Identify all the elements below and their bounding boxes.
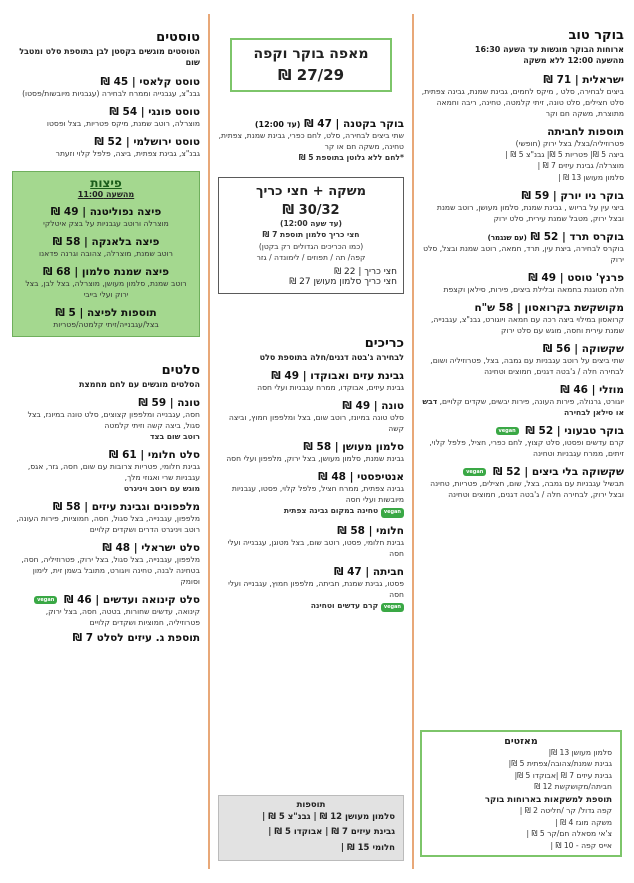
- column-divider-right: [412, 14, 414, 869]
- menu-item-pizza-salmon: [19, 266, 193, 300]
- item-desc: שתי ביצים על רוטב עגבניות עם גמבה, בצל, פטרוזיליה ושום, לבחירה חלה / ג'בטה דגנים, חמוצים וטחינה: [430, 356, 624, 377]
- extras-box: [420, 730, 622, 857]
- menu-item-muesli: [420, 384, 624, 418]
- menu-item-toast-fungi: [12, 106, 200, 129]
- half-sandwich-price: חצי כריך | 22 ₪: [334, 266, 397, 277]
- item-name-text: בוקר בקטנה | 47 ₪: [304, 118, 404, 130]
- item-desc: גבינה צפתית, ממרח חציל, פלפל קלוי, פסטו, עגבניות מיובשות ועלי חסה: [231, 484, 404, 505]
- menu-item-halloumi-salad: [12, 449, 200, 494]
- sandwiches-sub: לבחירה ג'בטה דגנים/חלה בתוספת סלט: [259, 352, 404, 362]
- vegan-tag-icon: vegan: [381, 508, 404, 517]
- menu-item-croissant: [420, 302, 624, 336]
- addition-line: סלמון מעושן 13 ₪ |: [558, 172, 624, 182]
- menu-item-tered: [420, 231, 624, 265]
- item-desc: גבנ"צ, גבינת צפתית, ביצה, פלפל קלוי וזעתר: [55, 148, 200, 158]
- item-name: סלט ישראלי | 48 ₪: [102, 542, 200, 555]
- item-name: פיצה שמנת סלמון | 68 ₪: [42, 265, 170, 278]
- toppings-line: חלומי 15 ₪ |: [340, 842, 395, 853]
- item-name: מוזלי | 46 ₪: [560, 384, 624, 397]
- item-name: [420, 466, 624, 478]
- toppings-line: גבינת עיזים 7 ₪ | אבוקדו 5 ₪ |: [268, 827, 395, 838]
- menu-item-cucumber-goat: [12, 501, 200, 535]
- item-desc: קרואסון במילוי ביצה רכה עם חמאה ויוגורט, גבנ"צ, עגבנייה, שמנת עירית וחסה, מוגש עם סלט ירוק: [430, 315, 624, 336]
- item-name: [420, 425, 624, 437]
- item-desc: גבינת חלומי, פטריות צרובות עם שום, חסה, גזר, אגס, עגבניות שרי ואגוזי מלך,: [27, 462, 200, 483]
- item-desc: תבשיל עגבניות עם גמבה, בצל, שום, חצילים, פטריות, טחינה ובצל ירוק, לבחירה חלה / ג'בטה דגנים, חמוצים וטחינה: [430, 479, 624, 500]
- drinks-line: משקה מוגז 4 ₪ |: [555, 817, 612, 827]
- item-name: בוקר ניו יורק | 59 ₪: [521, 190, 624, 203]
- vegan-tag-icon: vegan: [381, 603, 404, 612]
- breakfast-sub2: מהשעה 12:00 ללא משקה: [523, 55, 624, 65]
- item-name: פיצה בלאנקה | 58 ₪: [52, 235, 160, 248]
- menu-item-tuna-salad: [12, 397, 200, 442]
- drinks-line: צ'אי מסאלה חם/קר 5 ₪ |: [526, 829, 612, 839]
- deal-box: [230, 38, 392, 92]
- menu-item-newyork: [420, 190, 624, 224]
- vegan-badge: vegan: [34, 596, 57, 604]
- addition-line: ביצה 5 ₪| פטריות 5 ₪| גבנ"צ 5 ₪ |: [505, 149, 624, 159]
- breakfast-column: [416, 14, 628, 869]
- item-name: תוספות לפיצה | 5 ₪: [55, 306, 157, 319]
- item-name: ישראלית | 71 ₪: [543, 73, 624, 86]
- breakfast-title: בוקר טוב: [568, 28, 624, 43]
- middle-column: [212, 14, 410, 869]
- half-salmon-price: חצי כריך סלמון מעושן 27 ₪: [289, 276, 397, 287]
- item-desc: ביצי עין על בריוש , גבינת שמנת, סלמון מעושן, רוטב שמנת ובצל ירוק, מטבל שמנת עירית, סלט ירוק: [436, 203, 624, 224]
- item-desc: גבינת עיזים, אבוקדו, ממרח עגבניות ועלי חסה: [257, 383, 404, 393]
- salads-title: סלטים: [161, 362, 200, 378]
- menu-item-halloumi-sandwich: [218, 525, 404, 559]
- item-note: מוגש עם רוטב ויניגרט: [123, 484, 200, 494]
- item-name: טוסט פונגי | 54 ₪: [109, 105, 200, 118]
- pizzas-title: פיצות: [90, 175, 122, 190]
- item-name: חלומי | 58 ₪: [337, 524, 404, 537]
- item-time: (עד 12:00): [254, 120, 301, 129]
- item-name: תוספות לחביתה: [547, 125, 624, 138]
- pizza-toppings: [19, 307, 193, 330]
- toasts-title: טוסטים: [156, 30, 200, 45]
- item-note: *לחם ללא גלוטן בתוספת 5 ₪: [298, 153, 404, 162]
- half-sandwich-box: [218, 177, 404, 294]
- drinks-line: אייס קפה - 10 ₪ |: [550, 840, 612, 850]
- menu-item-israeli-salad: [12, 542, 200, 587]
- left-column: [6, 14, 206, 869]
- item-name-text: שקשוקה בלי ביצים | 52 ₪: [492, 466, 624, 479]
- menu-item-omelette-sandwich: [218, 566, 404, 612]
- item-name: טוסט ירושלמי | 52 ₪: [94, 135, 200, 148]
- vegan-option: [218, 600, 404, 612]
- half-line: קפה/ תה / תפוזים / לימונדה / גזר: [256, 253, 366, 263]
- item-desc: מוצרלה, רוטב שמנת, מיקס פטריות, בצל ופסטו: [46, 118, 200, 128]
- item-name: [420, 231, 624, 243]
- item-desc: מוצרלה ורוטב עגבניות על בצק איטלקי: [43, 218, 169, 228]
- vegan-badge: vegan: [496, 427, 519, 435]
- item-name: חביתה | 47 ₪: [333, 565, 404, 578]
- menu-item-salmon-sandwich: [218, 441, 404, 464]
- item-name: אנטיפסטי | 48 ₪: [318, 471, 404, 484]
- item-desc: בצל/עגבנייה/זיתי קלמטה/פטריות: [53, 319, 159, 329]
- item-desc: רוטב שמנת, סלמון מעושן, מוצרלה, בצל לבן, בצל ירוק ועלי בייבי: [25, 278, 187, 299]
- desc-bold: דבש או סילאן לבחירה: [422, 397, 624, 418]
- salads-section: [6, 363, 206, 645]
- item-note: (עם שנגמר): [487, 234, 527, 243]
- menu-item-shakshuka-noeggs: [420, 466, 624, 500]
- drinks-title: תוספת למשקאות בארוחות בוקר: [484, 795, 612, 806]
- item-name-text: בוקר טבעוני | 52 ₪: [525, 425, 624, 438]
- vegan-badge: vegan: [463, 468, 486, 476]
- salads-sub: הסלטים מוגשים עם לחם מחמצת: [79, 379, 200, 389]
- salad-addon: תוספת ג. עיזים לסלט 7 ₪: [72, 632, 200, 645]
- vegan-option-text: טחינה במקום גבינה צפתית: [283, 506, 379, 516]
- item-name: סלמון מעושן | 58 ₪: [303, 441, 404, 454]
- addition-line: מוצרלה/ גבינת עיזים 7 ₪ |: [537, 161, 624, 171]
- addition-line: פטרוזיליה/בצל/ בצל ירוק (חופשי): [515, 138, 624, 148]
- menu-item-antipasti: [218, 471, 404, 517]
- extras-line: גבינת עיזים 7 ₪ |אבוקדו 5 ₪|: [514, 770, 612, 780]
- item-name: פרנץ' טוסט | 49 ₪: [528, 272, 624, 285]
- item-desc: מלפפון, עגבנייה, בצל סגול, בצל ירוק, פטרוזיליה, חסה, בטחינה לבנה, טחינה ויוגורט, מתובל בשמן זית, לימון וסומק: [21, 555, 200, 587]
- item-name: מלפפונים וגבינת עיזים | 58 ₪: [52, 501, 200, 514]
- half-price: 30/32 ₪: [282, 203, 340, 218]
- menu-item-pizza-napoletana: [19, 206, 193, 229]
- drinks-line: קפה גדול/ קר /חליטה 2 ₪ |: [519, 806, 612, 816]
- menu-item-vegan: [420, 425, 624, 459]
- item-desc: רוטב שמנת, מוצרלה, צהובה וגרנה פדאנו: [39, 248, 173, 258]
- menu-item-french-toast: [420, 272, 624, 295]
- item-name-text: בוקרס תרד | 52 ₪: [530, 231, 624, 244]
- item-name: סלט חלומי | 61 ₪: [108, 449, 200, 462]
- item-desc: קרם עדשים ופסטו, סלט קצוץ, לחם כפרי, חציל, פלפל קלוי, זיתים, ממרח עגבניות וטחינה: [429, 438, 624, 459]
- item-desc: ביצים לבחירה, סלט , מיקס לחמים, גבינת שמנת, גבינה צפתית, סלט חצילים, סלט טונה, זיתי קלמטה, טחינה, ריבה וחמאה מתוצרת, משקה חם וקר: [421, 86, 624, 118]
- item-desc: בוקרס לבחירה, ביצת עין, תרד, חמאה, רוטב שמנת ובצל, סלט ירוק: [423, 244, 624, 265]
- sandwiches-section: [212, 336, 410, 612]
- menu-item-shakshuka: [420, 343, 624, 377]
- pizzas-time: מהשעה 11:00: [77, 189, 135, 199]
- half-line: חצי כריך סלמון תוספת 7 ₪: [262, 230, 360, 240]
- menu-item-toast-classic: [12, 76, 200, 99]
- menu-item-pizza-bianca: [19, 236, 193, 259]
- item-desc: גבנ"צ, עגבנייה וממרח לבחירה (עגבניות מיובשות/פסטו): [22, 88, 200, 98]
- item-name: פיצה נפוליטנה | 49 ₪: [50, 205, 162, 218]
- half-time: (עד שעה 12:00): [280, 219, 342, 228]
- menu-item-israeli: [420, 74, 624, 119]
- pizza-box: [12, 171, 200, 337]
- item-name: [218, 118, 404, 130]
- item-name: טוסט קלאסי | 45 ₪: [100, 75, 200, 88]
- extras-line: סלמון מעושן 13 ₪|: [548, 747, 612, 757]
- menu-item-goat-avocado: [218, 370, 404, 393]
- extras-line: חביתה/מקושקשת 12 ₪: [534, 782, 612, 792]
- item-desc: חסה, עגבנייה ומלפפון קצוצים, סלט טונה במיונז, בצל סגול, ביצה קשה וזיתי קלמטה: [27, 410, 200, 431]
- item-desc: גבינת חלומי, פסטו, רוטב שום, בצל מטוגן, עגבנייה ועלי חסה: [227, 537, 404, 558]
- vegan-option-text: קרם עדשים וטחינה: [310, 600, 379, 610]
- column-divider-left: [208, 14, 210, 869]
- menu-item-small-breakfast: [212, 118, 410, 163]
- vegan-option: [218, 505, 404, 517]
- breakfast-sub1: ארוחות הבוקר מוגשות עד השעה 16:30: [474, 45, 624, 54]
- item-desc: פסטו, גבינת שמנת, חביתה, מלפפון חמוץ, עגבנייה ועלי חסה: [228, 578, 404, 599]
- menu-item-tuna-sandwich: [218, 400, 404, 434]
- item-name: שקשוקה | 56 ₪: [542, 343, 624, 356]
- item-note: רוטב שום בצד: [150, 432, 200, 442]
- item-desc: סלט טונה במיונז, רוטב שום, בצל ומלפפון חמוץ, וביצה קשה: [228, 413, 404, 434]
- menu-item-quinoa-salad: [12, 594, 200, 628]
- item-name: טונה | 59 ₪: [138, 397, 200, 410]
- item-desc: שתי ביצים לבחירה, סלט, לחם כפרי, גבינת שמנת, צפתית, טחינה, משקה חם או קר: [218, 131, 404, 151]
- extras-title: מאזטים: [504, 735, 538, 747]
- extras-line: גבינת שמנת/צהובה/צפתית 5 ₪|: [508, 759, 612, 769]
- item-name: טונה | 49 ₪: [342, 400, 404, 413]
- item-desc: קינואה, עדשים שחורות, בטטה, חסה, בצל ירוק, פטרוזיליה, חמוציות ושקדים קלויים: [45, 607, 200, 628]
- item-name: גבינת עזים ואבוקדו | 49 ₪: [271, 370, 404, 383]
- item-desc: [420, 396, 624, 418]
- desc-text: יוגורט, גרנולה, פירות העונה, פירות יבשים, שקדים קלויים,: [439, 397, 624, 407]
- deal-price: 27/29 ₪: [277, 66, 345, 84]
- item-name: [12, 594, 200, 606]
- item-desc: חלה מטוגנת בחמאה ובלילת ביצים, פירות, סילאן וקצפת: [443, 285, 624, 295]
- toppings-box: [218, 795, 404, 861]
- omelette-additions: [420, 126, 624, 184]
- toppings-title: תוספות: [296, 800, 326, 811]
- half-title: משקה + חצי כריך: [255, 184, 366, 199]
- toppings-line: סלמון מעושן 12 ₪ | גבנ"צ 5 ₪ |: [262, 812, 395, 823]
- menu-item-toast-jerusalem: [12, 136, 200, 159]
- deal-title: מאפה בוקר וקפה: [253, 46, 369, 62]
- item-name-text: סלט קינואה ועדשים | 46 ₪: [63, 594, 200, 607]
- toasts-sub: הטוסטים מוגשים בקסטן לבן בתוספת סלט ומטבל שום: [19, 47, 200, 67]
- item-desc: גבינת שמנת, סלמון מעושן, בצל ירוק, מלפפון ועלי חסה: [226, 454, 404, 464]
- item-name: מקושקשת בקרואסון | 58 ש"ח: [474, 302, 624, 315]
- item-desc: מלפפון, עגבנייה, בצל סגול, חסה, חמוציות, פירות העונה, רוטב ויניגרט הדרים ושקדים קלויים: [16, 514, 200, 535]
- half-line: (כמו הכריכים הגדולים רק בקטן): [258, 241, 364, 251]
- sandwiches-title: כריכים: [364, 335, 404, 351]
